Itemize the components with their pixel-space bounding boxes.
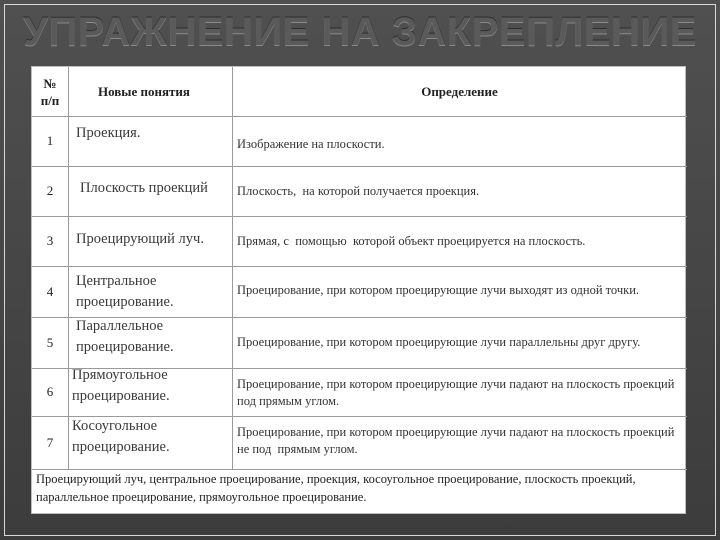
term-central-projection: Центральное проецирование.: [76, 272, 174, 310]
definition-oblique-projection: Проецирование, при котором проецирующие лучи падают на плоскость проекций не под прямым углом.: [237, 425, 678, 456]
frame-top-line: [4, 4, 716, 5]
term-orthogonal-projection: Прямоугольное проецирование.: [72, 366, 170, 404]
frame-left-line: [4, 4, 5, 536]
content-card: [31, 66, 686, 514]
header-term-label: Новые понятия: [98, 83, 190, 99]
header-term: [98, 67, 232, 116]
definition-projecting-ray: Прямая, с помощью которой объект проецируется на плоскость.: [237, 233, 586, 248]
definition-projection: Изображение на плоскости.: [237, 136, 385, 151]
definition-orthogonal-projection: Проецирование, при котором проецирующие лучи падают на плоскость проекций под прямым углом.: [237, 377, 675, 408]
definition-projection-plane: Плоскость, на которой получается проекция.: [237, 183, 480, 198]
row-number: 7: [46, 434, 54, 450]
definition-central-projection: Проецирование, при котором проецирующие лучи выходят из одной точки.: [237, 282, 640, 297]
term-projecting-ray: Проецирующий луч.: [76, 230, 204, 247]
frame-right-line: [715, 4, 716, 536]
header-number: [32, 67, 68, 116]
frame-bottom-line: [4, 535, 716, 536]
term-projection-plane: Плоскость проекций: [80, 179, 208, 196]
answer-key-text: Проецирующий луч, центральное проецирование, проекция, косоугольное проецирование, плоскость проекций, параллельное проецирование, прямоугольное проецирование.: [36, 472, 636, 504]
row-number: 1: [46, 133, 54, 148]
row-number: 4: [46, 283, 54, 299]
term-projection: Проекция.: [76, 124, 141, 141]
header-number-label: № п/п: [40, 75, 60, 108]
slide-title: УПРАЖНЕНИЕ НА ЗАКРЕПЛЕНИЕ: [23, 10, 697, 54]
term-oblique-projection: Косоугольное проецирование.: [72, 417, 170, 455]
row-number: 6: [46, 384, 54, 399]
term-parallel-projection: Параллельное проецирование.: [76, 317, 174, 355]
header-definition-label: Определение: [421, 83, 498, 99]
header-definition: [232, 67, 687, 116]
row-number: 5: [46, 334, 54, 350]
row-number: 2: [46, 183, 54, 198]
row-number: 3: [46, 233, 54, 248]
definition-parallel-projection: Проецирование, при котором проецирующие лучи параллельны друг другу.: [237, 334, 641, 349]
